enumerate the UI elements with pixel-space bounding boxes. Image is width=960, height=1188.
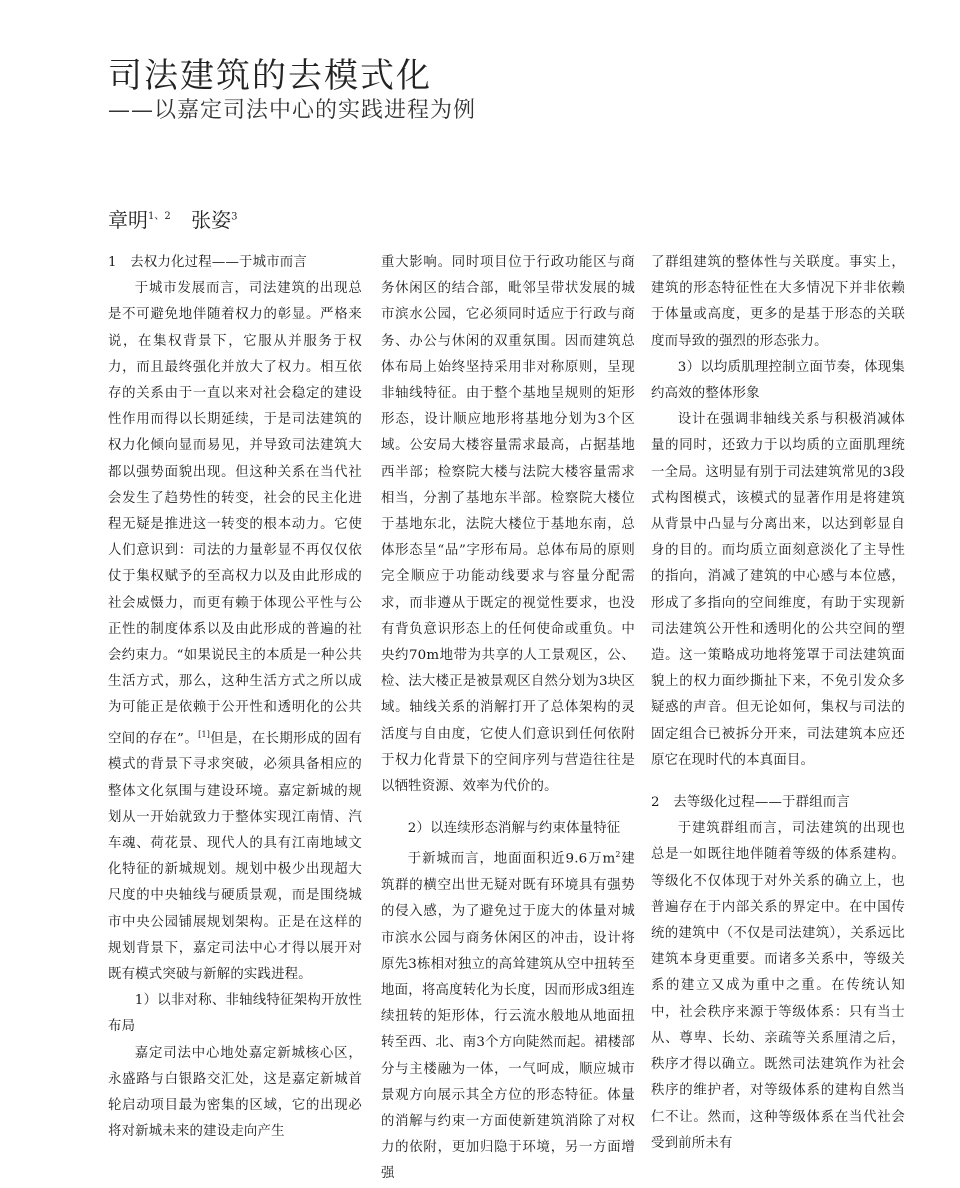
subsection-heading: 2）以连续形态消解与约束体量特征 bbox=[407, 821, 621, 837]
author-affiliation: 3 bbox=[231, 211, 238, 223]
text-column-2 bbox=[381, 250, 635, 1188]
article-title: 司法建筑的去模式化 bbox=[108, 56, 432, 96]
paragraph: 重大影响。同时项目位于行政功能区与商务休闲区的结合部，毗邻呈带状发展的城市滨水公园，它必须同时适应于行政与商务、办公与休闲的双重氛围。因而建筑总体布局上始终坚持采用非对称原则，呈现非轴线特征。由于整个基地呈规则的矩形形态，设计顺应地形将基地分划为3个区域。公安局大楼容量需求最高，占据基地西半部；检察院大楼与法院大楼容量需求相当，分割了基地东半部。检察院大楼位于基地东北，法院大楼位于基地东南，总体形态呈“品”字形布局。总体布局的原则完全顺应于功能动线要求与容量分配需求，而非遵从于既定的视觉性要求，也没有背负意识形态上的任何使命或重负。中央约70m地带为共享的人工景观区，公、检、法大楼正是被景观区自然分划为3块区域。轴线关系的消解打开了总体架构的灵活度与自由度，它使人们意识到任何依附于权力化背景下的空间序列与营造往往是以牺牲资源、效率为代价的。 bbox=[381, 255, 635, 795]
text-column-3 bbox=[651, 250, 905, 1157]
paragraph: 了群组建筑的整体性与关联度。事实上，建筑的形态特征性在大多情况下并非依赖于体量或高度，更多的是基于形态的关联度而导致的强烈的形态张力。 bbox=[651, 255, 905, 349]
paragraph: 于建筑群组而言，司法建筑的出现也总是一如既往地伴随着等级的体系建构。等级化不仅体现于对外关系的确立上，也普遍存在于内部关系的界定中。在中国传统的建筑中（不仅是司法建筑），关系远比建筑本身更重要。而诸多关系中，等级关系的建立又成为重中之重。在传统认知中，社会秩序来源于等级体系：只有当士从、尊卑、长幼、亲疏等关系厘清之后，秩序才得以确立。既然司法建筑作为社会秩序的维护者，对等级体系的建构自然当仁不让。然而，这种等级体系在当代社会受到前所未有 bbox=[651, 821, 905, 1151]
spacer bbox=[651, 774, 905, 790]
paragraph: 设计在强调非轴线关系与积极消减体量的同时，还致力于以均质的立面肌理统一全局。这明显有别于司法建筑常见的3段式构图模式，该模式的显著作用是将建筑从背景中凸显与分离出来，以达到彰显自身的目的。而均质立面刻意淡化了主导性的指向，消减了建筑的中心感与本位感，形成了多指向的空间维度，有助于实现新司法建筑公开性和透明化的公共空间的塑造。这一策略成功地将笼罩于司法建筑面貌上的权力面纱撕扯下来，不免引发众多疑惑的声音。但无论如何，集权与司法的固定组合已被拆分开来，司法建筑本应还原它在现时代的本真面目。 bbox=[651, 412, 905, 768]
paragraph-text: 建筑群的横空出世无疑对既有环境具有强势的侵入感，为了避免过于庞大的体量对城市滨水公园与商务休闲区的冲击，设计将原先3栋相对独立的高耸建筑从空中扭转至地面，将高度转化为长度，因而形成3组连续扭转的矩形体，行云流水般地从地面扭转至西、北、南3个方向陡然而起。裙楼部分与主楼融为一体，一气呵成，顺应城市景观方向展示其全方位的形态特征。体量的消解与约束一方面使新建筑消除了对权力的依附，更加归隐于环境，另一方面增强 bbox=[381, 851, 635, 1182]
subsection-heading: 3）以均质肌理控制立面节奏，体现集约高效的整体形象 bbox=[651, 359, 905, 402]
paragraph-text: 于城市发展而言，司法建筑的出现总是不可避免地伴随着权力的彰显。严格来说，在集权背景下，它服从并服务于权力，而且最终强化并放大了权力。相互依存的关系由于一直以来对社会稳定的建设性作用而得以长期延续，于是司法建筑的权力化倾向显而易见，并导致司法建筑大都以强势面貌出现。但这种关系在当代社会发生了趋势性的转变，社会的民主化进程无疑是推进这一转变的根本动力。它使人们意识到：司法的力量彰显不再仅仅依仗于集权赋予的至高权力以及由此形成的社会威慑力，而更有赖于体现公平性与公正性的制度体系以及由此形成的普遍的社会约束力。“如果说民主的本质是一种公共生活方式，那么，这种生活方式之所以成为可能正是依赖于公开性和透明化的公共空间的存在”。 bbox=[108, 281, 362, 747]
paragraph bbox=[381, 842, 635, 1187]
author-affiliation: 1、2 bbox=[148, 211, 171, 223]
author-name: 张姿 bbox=[191, 208, 232, 232]
paragraph-text: 但是，在长期形成的固有模式的背景下寻求突破，必须具备相应的整体文化氛围与建设环境。嘉定新城的规划从一开始就致力于整体实现江南情、汽车魂、荷花景、现代人的具有江南地域文化特征的新城规划。规划中极少出现超大尺度的中央轴线与硬质景观，而是围绕城市中央公园铺展规划架构。正是在这样的规划背景下，嘉定司法中心才得以展开对既有模式突破与新解的实践进程。 bbox=[108, 731, 362, 982]
text-column-1 bbox=[108, 250, 362, 1145]
author-line bbox=[108, 204, 237, 233]
author-name: 章明 bbox=[108, 208, 148, 232]
paragraph bbox=[108, 276, 362, 988]
reference-marker[interactable]: [1] bbox=[198, 729, 211, 739]
section-heading: 2 去等级化过程——于群组而言 bbox=[651, 795, 850, 811]
superscript: 2 bbox=[615, 850, 621, 860]
paragraph-text: 于新城而言，地面面积近9.6万m bbox=[407, 851, 616, 867]
subsection-heading: 1）以非对称、非轴线特征架构开放性布局 bbox=[108, 993, 362, 1035]
spacer bbox=[381, 800, 635, 816]
section-heading: 1 去权力化过程——于城市而言 bbox=[108, 255, 307, 270]
paragraph: 嘉定司法中心地处嘉定新城核心区，永盛路与白银路交汇处，这是嘉定新城首轮启动项目最为密集的区域，它的出现必将对新城未来的建设走向产生 bbox=[108, 1045, 362, 1140]
article-subtitle: ——以嘉定司法中心的实践进程为例 bbox=[108, 98, 477, 123]
